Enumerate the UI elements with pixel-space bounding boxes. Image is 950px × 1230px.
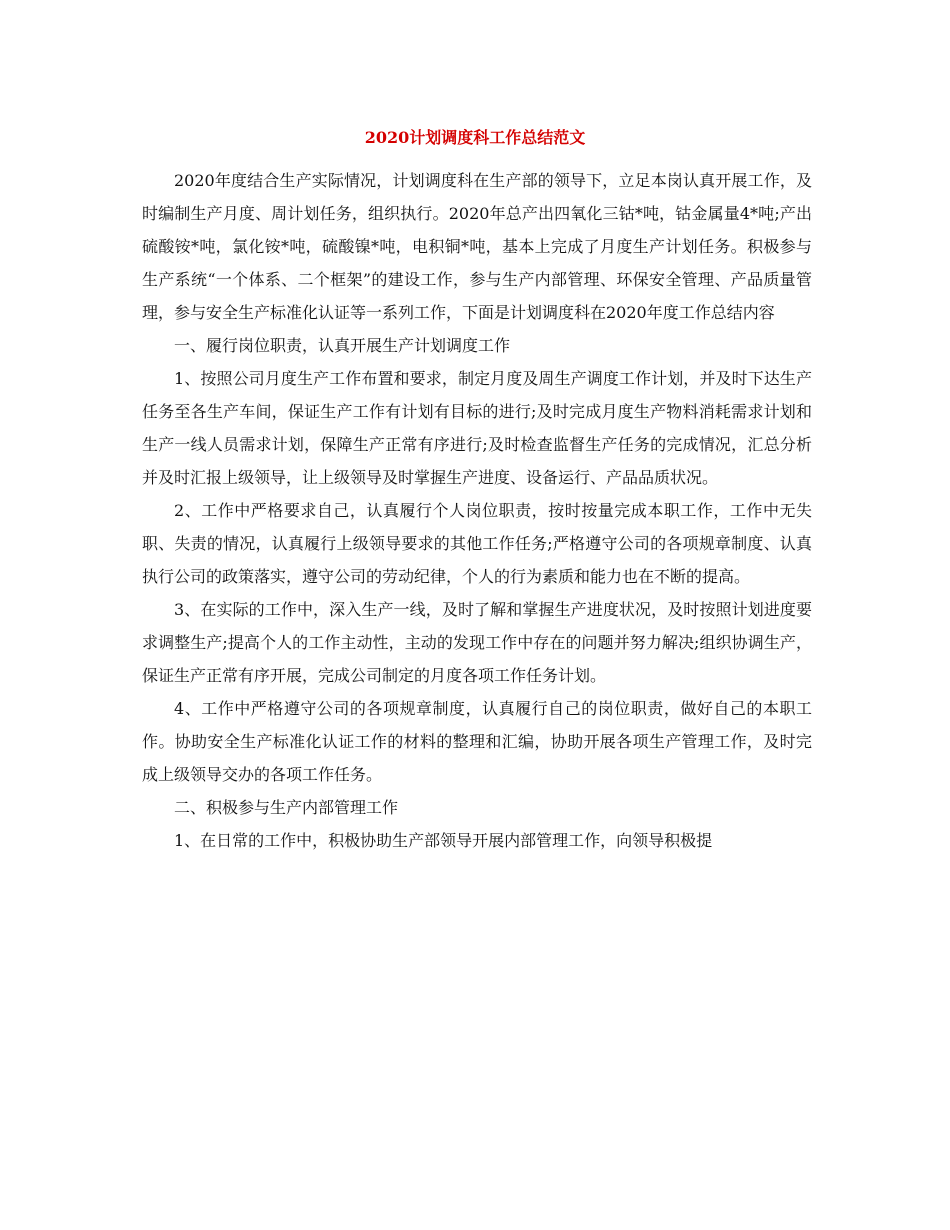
paragraph-item-1-4: 4、工作中严格遵守公司的各项规章制度，认真履行自己的岗位职责，做好自己的本职工作。协助安全生产标准化认证工作的材料的整理和汇编，协助开展各项生产管理工作，及时完成上级领导交办的各项工作任务。 xyxy=(142,699,812,784)
document-title: 2020计划调度科工作总结范文 xyxy=(364,128,586,147)
section-heading-1: 一、履行岗位职责，认真开展生产计划调度工作 xyxy=(174,336,511,355)
paragraph-item-1-3: 3、在实际的工作中，深入生产一线，及时了解和掌握生产进度状况，及时按照计划进度要求调整生产;提高个人的工作主动性，主动的发现工作中存在的问题并努力解决;组织协调生产，保证生产正常有序开展，完成公司制定的月度各项工作任务计划。 xyxy=(142,600,812,685)
paragraph-item-1-1: 1、按照公司月度生产工作布置和要求，制定月度及周生产调度工作计划，并及时下达生产任务至各生产车间，保证生产工作有计划有目标的进行;及时完成月度生产物料消耗需求计划和生产一线人员需求计划，保障生产正常有序进行;及时检查监督生产任务的完成情况，汇总分析并及时汇报上级领导，让上级领导及时掌握生产进度、设备运行、产品品质状况。 xyxy=(142,369,812,487)
document-body xyxy=(142,164,812,857)
paragraph-item-2-1: 1、在日常的工作中，积极协助生产部领导开展内部管理工作，向领导积极提 xyxy=(174,831,713,850)
paragraph-item-1-2: 2、工作中严格要求自己，认真履行个人岗位职责，按时按量完成本职工作，工作中无失职、失责的情况，认真履行上级领导要求的其他工作任务;严格遵守公司的各项规章制度、认真执行公司的政策落实，遵守公司的劳动纪律，个人的行为素质和能力也在不断的提高。 xyxy=(142,501,812,586)
section-heading-2: 二、积极参与生产内部管理工作 xyxy=(174,798,399,817)
paragraph-intro: 2020年度结合生产实际情况，计划调度科在生产部的领导下，立足本岗认真开展工作，及时编制生产月度、周计划任务，组织执行。2020年总产出四氧化三钴*吨，钴金属量4*吨;产出硫酸铵*吨，氯化铵*吨，硫酸镍*吨，电积铜*吨，基本上完成了月度生产计划任务。积极参与生产系统“一个体系、二个框架”的建设工作，参与生产内部管理、环保安全管理、产品质量管理，参与安全生产标准化认证等一系列工作，下面是计划调度科在2020年度工作总结内容 xyxy=(142,171,812,322)
